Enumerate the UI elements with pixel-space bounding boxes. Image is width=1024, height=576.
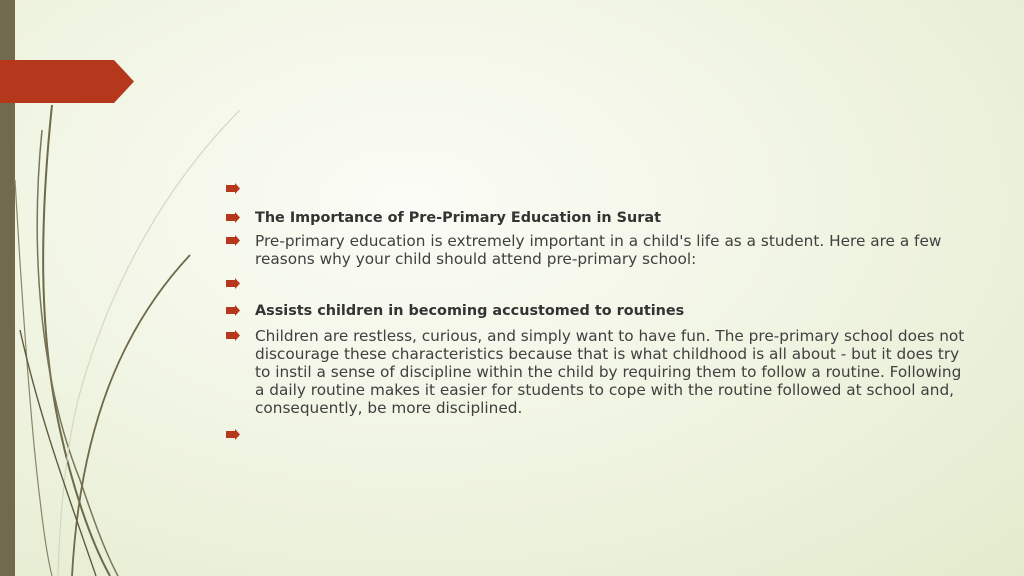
list-item bbox=[226, 180, 966, 198]
arrow-bullet-icon bbox=[226, 429, 240, 440]
decorative-grass-lines bbox=[0, 0, 260, 576]
arrow-bullet-icon bbox=[226, 235, 240, 246]
arrow-bullet-icon bbox=[226, 305, 240, 316]
list-item bbox=[226, 209, 966, 227]
arrow-bullet-icon bbox=[226, 212, 240, 223]
arrow-bullet-icon bbox=[226, 330, 240, 341]
list-item bbox=[226, 302, 966, 320]
arrow-bullet-icon bbox=[226, 183, 240, 194]
section-heading: Assists children in becoming accustomed to routines bbox=[255, 303, 685, 319]
list-item bbox=[226, 232, 966, 268]
list-item bbox=[226, 327, 966, 417]
list-item bbox=[226, 426, 966, 444]
bullet-text: Children are restless, curious, and simply want to have fun. The pre-primary school does not discourage these characteristics because that is what childhood is all about - but it does try to instil a sense of discipline within the child by requiring them to follow a routine. Following a daily routine makes it easier for students to cope with the routine followed at school and, consequently, be more disciplined. bbox=[255, 327, 965, 417]
section-heading: The Importance of Pre-Primary Education in Surat bbox=[255, 210, 661, 226]
slide-content bbox=[226, 180, 966, 444]
list-item bbox=[226, 275, 966, 293]
bullet-text: Pre-primary education is extremely important in a child's life as a student. Here are a few reasons why your child should attend pre-primary school: bbox=[255, 232, 942, 268]
arrow-bullet-icon bbox=[226, 278, 240, 289]
